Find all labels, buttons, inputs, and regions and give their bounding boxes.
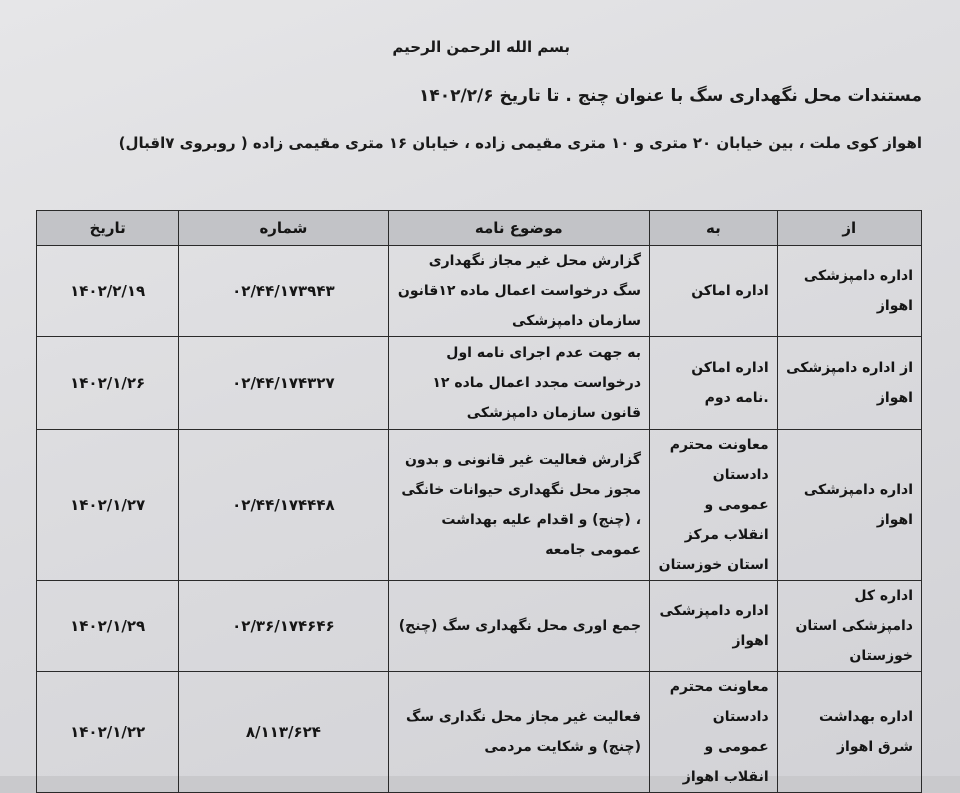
cell-date: ۱۴۰۲/۱/۲۲ bbox=[37, 672, 179, 793]
table-row bbox=[37, 246, 922, 337]
cell-from: اداره بهداشت شرق اهواز bbox=[777, 672, 921, 793]
column-header-number: شماره bbox=[179, 211, 388, 246]
table-header-row bbox=[37, 211, 922, 246]
cell-number: ۰۲/۴۴/۱۷۳۹۴۳ bbox=[179, 246, 388, 337]
column-header-subject: موضوع نامه bbox=[388, 211, 650, 246]
cell-date: ۱۴۰۲/۱/۲۶ bbox=[37, 337, 179, 430]
basmala-heading: بسم الله الرحمن الرحیم bbox=[392, 38, 570, 56]
cell-from: از اداره دامپزشکی اهواز bbox=[777, 337, 921, 430]
column-header-from: از bbox=[777, 211, 921, 246]
cell-subject: جمع اوری محل نگهداری سگ (چنج) bbox=[388, 581, 650, 672]
table-row bbox=[37, 337, 922, 430]
cell-subject: فعالیت غیر مجاز محل نگداری سگ (چنج) و شکایت مردمی bbox=[388, 672, 650, 793]
cell-number: ۰۲/۳۶/۱۷۴۶۴۶ bbox=[179, 581, 388, 672]
cell-to: اداره اماکن .نامه دوم bbox=[650, 337, 778, 430]
cell-subject: گزارش فعالیت غیر قانونی و بدون مجوز محل نگهداری حیوانات خانگی ، (چنج) و اقدام علیه بهداشت عمومی جامعه bbox=[388, 430, 650, 581]
cell-from: اداره دامپزشکی اهواز bbox=[777, 430, 921, 581]
table-row bbox=[37, 581, 922, 672]
table-row bbox=[37, 672, 922, 793]
document-title: مستندات محل نگهداری سگ با عنوان چنج . تا تاریخ ۱۴۰۲/۲/۶ bbox=[418, 86, 922, 106]
table-row bbox=[37, 430, 922, 581]
cell-to: معاونت محترم دادستان عمومی و انقلاب مرکز استان خوزستان bbox=[650, 430, 778, 581]
cell-number: ۰۲/۴۴/۱۷۴۴۴۸ bbox=[179, 430, 388, 581]
column-header-to: به bbox=[650, 211, 778, 246]
cell-date: ۱۴۰۲/۱/۲۷ bbox=[37, 430, 179, 581]
cell-number: ۰۲/۴۴/۱۷۴۳۲۷ bbox=[179, 337, 388, 430]
cell-to: اداره اماکن bbox=[650, 246, 778, 337]
cell-to: اداره دامپزشکی اهواز bbox=[650, 581, 778, 672]
cell-to: معاونت محترم دادستان عمومی و انقلاب اهواز bbox=[650, 672, 778, 793]
cell-subject: به جهت عدم اجرای نامه اول درخواست مجدد اعمال ماده ۱۲ قانون سازمان دامپزشکی bbox=[388, 337, 650, 430]
address-line: اهواز کوی ملت ، بین خیابان ۲۰ متری و ۱۰ متری مقیمی زاده ، خیابان ۱۶ متری مقیمی زاده ( روبروی ۷اقبال) bbox=[118, 134, 922, 152]
cell-from: اداره کل دامپزشکی استان خوزستان bbox=[777, 581, 921, 672]
column-header-date: تاریخ bbox=[37, 211, 179, 246]
cell-from: اداره دامپزشکی اهواز bbox=[777, 246, 921, 337]
cell-date: ۱۴۰۲/۱/۲۹ bbox=[37, 581, 179, 672]
cell-subject: گزارش محل غیر مجاز نگهداری سگ درخواست اعمال ماده ۱۲قانون سازمان دامپزشکی bbox=[388, 246, 650, 337]
cell-number: ۸/۱۱۳/۶۲۴ bbox=[179, 672, 388, 793]
cell-date: ۱۴۰۲/۲/۱۹ bbox=[37, 246, 179, 337]
documents-table bbox=[36, 210, 922, 793]
